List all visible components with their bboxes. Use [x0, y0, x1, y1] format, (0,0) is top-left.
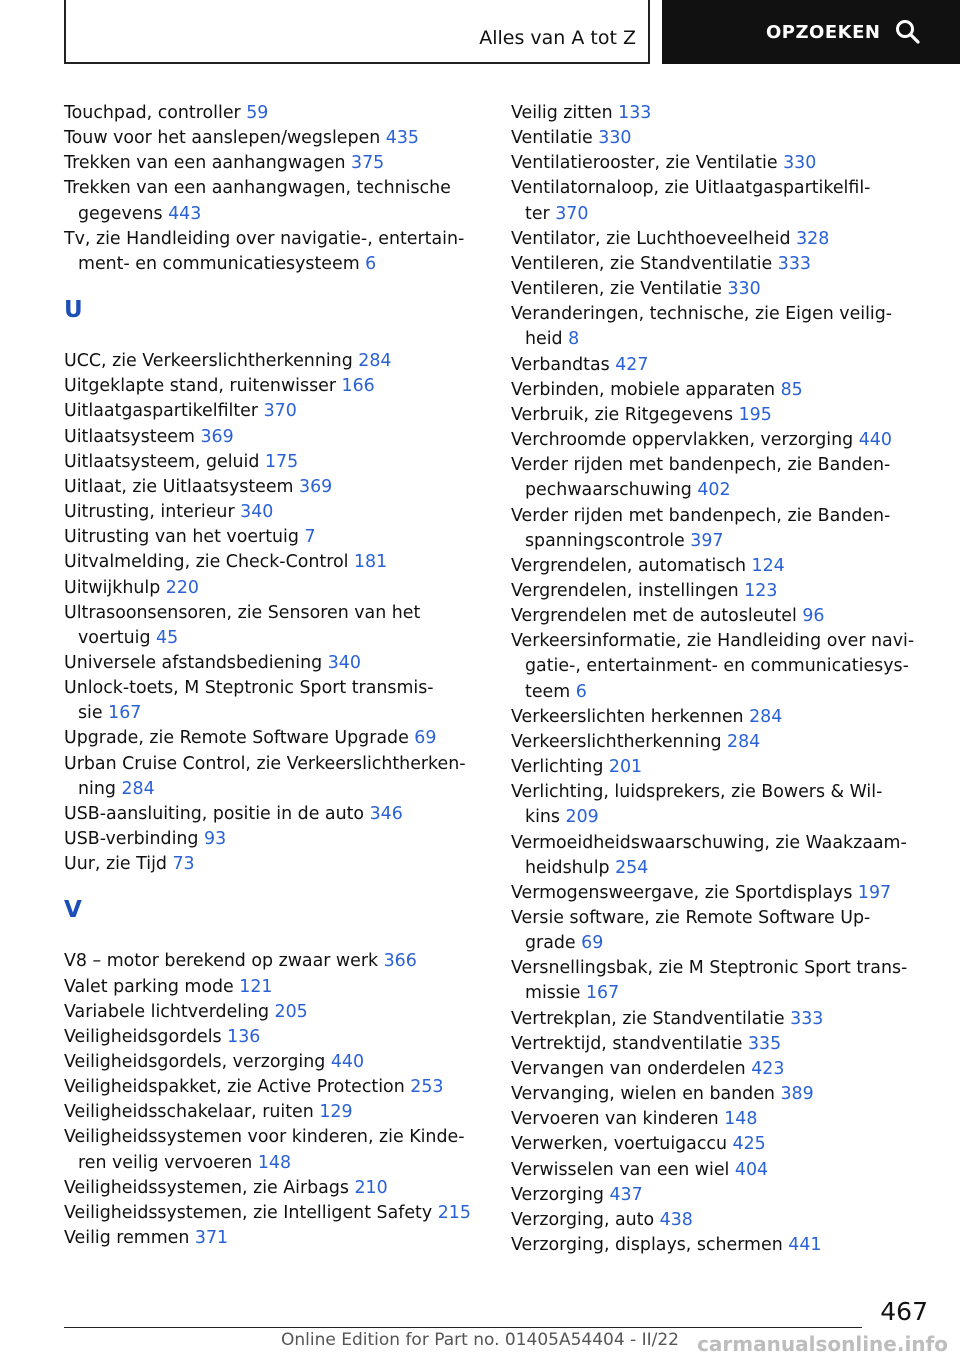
- entry-text: ment- en communicatiesysteem: [78, 253, 366, 274]
- page-link[interactable]: 69: [581, 933, 604, 954]
- entry-text: Verlichting, luidsprekers, zie Bowers & Wil-: [511, 782, 883, 803]
- page-link[interactable]: 201: [608, 757, 643, 778]
- page-link[interactable]: 443: [168, 203, 202, 224]
- entry-text: Vergrendelen met de autosleutel: [511, 606, 803, 627]
- page-link[interactable]: 402: [697, 480, 731, 501]
- entry-text: Vermogensweergave, zie Sportdisplays: [511, 882, 858, 903]
- index-entry: [511, 1132, 931, 1157]
- page-link[interactable]: 93: [204, 829, 227, 850]
- index-entry: [511, 1183, 931, 1208]
- page-link[interactable]: 427: [615, 354, 649, 375]
- page-link[interactable]: 284: [121, 778, 155, 799]
- entry-text: Uitlaatsysteem, geluid: [64, 451, 265, 472]
- page-link[interactable]: 148: [724, 1109, 758, 1130]
- index-column-right: [511, 101, 931, 1258]
- page-number: 467: [880, 1297, 928, 1326]
- index-entry: [511, 579, 931, 604]
- index-entry: [64, 176, 494, 226]
- page-link[interactable]: 284: [749, 706, 783, 727]
- entry-text: Uitrusting, interieur: [64, 502, 241, 523]
- page-link[interactable]: 210: [354, 1177, 388, 1198]
- page-link[interactable]: 215: [437, 1202, 471, 1223]
- index-entry: [511, 353, 931, 378]
- entry-text: Verbruik, zie Ritgegevens: [511, 404, 739, 425]
- search-button[interactable]: [662, 0, 960, 64]
- entry-text: Vermoeidheidswaarschuwing, zie Waakzaam-: [511, 832, 907, 853]
- page-link[interactable]: 340: [240, 502, 274, 523]
- entry-text: ter: [525, 203, 556, 224]
- page-link[interactable]: 73: [172, 854, 195, 875]
- page-link[interactable]: 330: [727, 279, 761, 300]
- index-entry: [64, 151, 494, 176]
- entry-text: Veiligheidssystemen voor kinderen, zie Kinde-: [64, 1127, 465, 1148]
- page-header: [0, 0, 960, 66]
- entry-text: USB-verbinding: [64, 829, 204, 850]
- entry-text: gatie-, entertainment- en communicatiesys-: [525, 656, 909, 677]
- index-entry: [64, 827, 494, 852]
- section-title: Alles van A tot Z: [479, 27, 636, 49]
- page-link[interactable]: 69: [414, 728, 437, 749]
- entry-text: Verwisselen van een wiel: [511, 1159, 735, 1180]
- index-entry: [511, 705, 931, 730]
- index-entry: [64, 676, 494, 726]
- entry-text: Universele afstandsbediening: [64, 652, 328, 673]
- entry-text: Vertrektijd, standventilatie: [511, 1033, 748, 1054]
- entry-text: Verkeerslichten herkennen: [511, 706, 750, 727]
- page-link[interactable]: 6: [365, 253, 377, 274]
- page-link[interactable]: 205: [274, 1001, 308, 1022]
- index-entry: [511, 956, 931, 1006]
- entry-text: Uitgeklapte stand, ruitenwisser: [64, 376, 342, 397]
- entry-text: Veiligheidsgordels: [64, 1026, 228, 1047]
- page-link[interactable]: 335: [747, 1033, 782, 1054]
- index-entry: [511, 881, 931, 906]
- index-entry: [64, 1125, 494, 1175]
- entry-text: teem: [525, 681, 576, 702]
- index-entry: [64, 126, 494, 151]
- entry-text: UCC, zie Verkeerslichtherkenning: [64, 351, 359, 372]
- index-entry: [64, 101, 494, 126]
- entry-text: Verder rijden met bandenpech, zie Banden-: [511, 505, 891, 526]
- index-entry: [511, 1233, 931, 1258]
- page-link[interactable]: 284: [727, 731, 761, 752]
- index-entry: [511, 1007, 931, 1032]
- entry-text: Versnellingsbak, zie M Steptronic Sport trans-: [511, 958, 908, 979]
- index-entry: [64, 475, 494, 500]
- page-link[interactable]: 197: [857, 882, 892, 903]
- page-link[interactable]: 328: [796, 228, 830, 249]
- index-entry: [64, 1050, 494, 1075]
- index-entry: [64, 227, 494, 277]
- index-entry: [64, 802, 494, 827]
- page-link[interactable]: 369: [200, 426, 234, 447]
- index-entry: [511, 906, 931, 956]
- entry-text: kins: [525, 807, 566, 828]
- index-entry: [64, 1226, 494, 1251]
- entry-text: Ventilator, zie Luchthoeveelheid: [511, 228, 797, 249]
- entry-text: Veiligheidsgordels, verzorging: [64, 1052, 331, 1072]
- index-entry: [511, 730, 931, 755]
- page-link[interactable]: 340: [327, 652, 361, 673]
- index-entry: [511, 1208, 931, 1233]
- page-link[interactable]: 397: [690, 530, 724, 551]
- entry-text: Upgrade, zie Remote Software Upgrade: [64, 728, 415, 749]
- index-entry: [64, 425, 494, 450]
- entry-text: Versie software, zie Remote Software Up-: [511, 908, 871, 928]
- entry-text: ren veilig vervoeren: [78, 1152, 258, 1173]
- page-link[interactable]: 85: [780, 379, 803, 400]
- footer-divider: [64, 1327, 862, 1328]
- entry-text: Verbinden, mobiele apparaten: [511, 379, 781, 400]
- entry-text: Vergrendelen, instellingen: [511, 580, 745, 601]
- page-link[interactable]: 284: [358, 351, 392, 372]
- entry-text: Uur, zie Tijd: [64, 854, 173, 875]
- page-link[interactable]: 253: [410, 1077, 444, 1098]
- index-entry: [511, 252, 931, 277]
- entry-text: Ventileren, zie Standventilatie: [511, 253, 778, 274]
- entry-text: V8 – motor berekend op zwaar werk: [64, 951, 384, 972]
- index-entry: [64, 651, 494, 676]
- entry-text: Trekken van een aanhangwagen, technische: [64, 178, 451, 199]
- entry-text: Vertrekplan, zie Standventilatie: [511, 1008, 791, 1029]
- index-entry: [511, 1107, 931, 1132]
- index-entry: [64, 975, 494, 1000]
- page-link[interactable]: 370: [263, 401, 297, 422]
- entry-text: Uitrusting van het voertuig: [64, 527, 305, 548]
- entry-text: Verwerken, voertuigaccu: [511, 1134, 733, 1155]
- index-letter-heading: U: [64, 297, 83, 324]
- index-entry: [511, 504, 931, 554]
- index-column-left: [64, 101, 494, 1251]
- page-link[interactable]: 129: [319, 1102, 353, 1123]
- page-link[interactable]: 123: [744, 580, 778, 601]
- entry-text: Verkeerslichtherkenning: [511, 731, 728, 752]
- entry-text: Ventilatornaloop, zie Uitlaatgaspartikelfil-: [511, 178, 871, 199]
- page-link[interactable]: 124: [751, 555, 785, 576]
- entry-text: Verder rijden met bandenpech, zie Banden-: [511, 455, 891, 476]
- page-link[interactable]: 167: [585, 983, 620, 1004]
- index-entry: [511, 755, 931, 780]
- index-entry: [64, 1176, 494, 1201]
- index-entry: [64, 1201, 494, 1226]
- page-link[interactable]: 369: [299, 476, 333, 497]
- page-link[interactable]: 195: [738, 404, 772, 425]
- page-link[interactable]: 166: [341, 376, 375, 397]
- watermark: carmanualsonline.info: [697, 1332, 948, 1356]
- page-link[interactable]: 330: [783, 153, 817, 174]
- page-link[interactable]: 438: [659, 1209, 693, 1230]
- entry-text: Veilig zitten: [511, 103, 619, 123]
- index-entry: [64, 852, 494, 877]
- page-link[interactable]: 366: [383, 951, 417, 972]
- page-link[interactable]: 389: [780, 1084, 814, 1105]
- entry-text: Ultrasoonsensoren, zie Sensoren van het: [64, 602, 421, 623]
- entry-text: Verzorging: [511, 1184, 610, 1205]
- index-entry: [511, 1057, 931, 1082]
- page-link[interactable]: 59: [246, 103, 269, 123]
- entry-text: heid: [525, 329, 569, 350]
- entry-text: Verzorging, auto: [511, 1209, 660, 1230]
- entry-text: Trekken van een aanhangwagen: [64, 153, 351, 174]
- entry-text: Veiligheidssystemen, zie Intelligent Safety: [64, 1202, 438, 1223]
- page-link[interactable]: 370: [555, 203, 589, 224]
- page-link[interactable]: 167: [108, 703, 142, 724]
- page-link[interactable]: 404: [734, 1159, 769, 1180]
- entry-text: Ventileren, zie Ventilatie: [511, 279, 728, 300]
- page-link[interactable]: 333: [790, 1008, 824, 1029]
- index-entry: [511, 629, 931, 704]
- page-link[interactable]: 45: [156, 627, 179, 648]
- page-link[interactable]: 441: [788, 1235, 822, 1256]
- page-link[interactable]: 425: [732, 1134, 766, 1155]
- entry-text: Verbandtas: [511, 354, 616, 375]
- index-entry: [511, 101, 931, 126]
- page-link[interactable]: 375: [351, 153, 385, 174]
- page-link[interactable]: 7: [304, 527, 316, 548]
- page-link[interactable]: 254: [615, 857, 649, 878]
- entry-text: Verzorging, displays, schermen: [511, 1235, 789, 1256]
- index-entry: [511, 302, 931, 352]
- entry-text: grade: [525, 933, 582, 954]
- entry-text: sie: [78, 703, 109, 724]
- index-entry: [64, 576, 494, 601]
- entry-text: Uitvalmelding, zie Check-Control: [64, 552, 354, 573]
- index-entry: [64, 1100, 494, 1125]
- section-title-box: [64, 0, 650, 64]
- index-entry: [64, 550, 494, 575]
- search-icon: [894, 18, 922, 46]
- index-entry: [64, 349, 494, 374]
- page-link[interactable]: 136: [227, 1026, 261, 1047]
- entry-text: Verkeersinformatie, zie Handleiding over navi-: [511, 631, 915, 652]
- page-link[interactable]: 6: [575, 681, 587, 702]
- page-link[interactable]: 371: [194, 1228, 229, 1249]
- entry-text: Verlichting: [511, 757, 609, 778]
- entry-text: Veiligheidssystemen, zie Airbags: [64, 1177, 355, 1198]
- page-link[interactable]: 175: [264, 451, 299, 472]
- index-entry: [511, 1158, 931, 1183]
- entry-text: Ventilatie: [511, 128, 599, 149]
- page-link[interactable]: 121: [239, 976, 273, 997]
- index-entry: [64, 949, 494, 974]
- index-entry: [511, 453, 931, 503]
- entry-text: Uitwijkhulp: [64, 577, 166, 598]
- index-entry: [64, 601, 494, 651]
- index-entry: [64, 500, 494, 525]
- entry-text: pechwaarschuwing: [525, 480, 698, 501]
- entry-text: missie: [525, 983, 586, 1004]
- page-link[interactable]: 148: [257, 1152, 292, 1173]
- index-entry: [511, 378, 931, 403]
- entry-text: Vervangen van onderdelen: [511, 1058, 752, 1079]
- index-entry: [511, 831, 931, 881]
- index-entry: [64, 450, 494, 475]
- page-link[interactable]: 423: [751, 1058, 785, 1079]
- index-letter-heading: V: [64, 897, 82, 924]
- entry-text: heidshulp: [525, 857, 616, 878]
- search-label: OPZOEKEN: [766, 21, 881, 43]
- entry-text: Urban Cruise Control, zie Verkeerslichtherken-: [64, 753, 466, 774]
- entry-text: voertuig: [78, 627, 157, 648]
- entry-text: Vergrendelen, automatisch: [511, 555, 752, 576]
- entry-text: Vervoeren van kinderen: [511, 1109, 725, 1130]
- entry-text: gegevens: [78, 203, 169, 224]
- index-entry: [511, 227, 931, 252]
- entry-text: Valet parking mode: [64, 976, 240, 997]
- page-link[interactable]: 181: [353, 552, 388, 573]
- edition-text: Online Edition for Part no. 01405A54404 - II/22: [280, 1330, 679, 1350]
- index-entry: [511, 554, 931, 579]
- page-link[interactable]: 440: [858, 430, 892, 451]
- page-link[interactable]: 435: [385, 128, 419, 149]
- entry-text: Veranderingen, technische, zie Eigen veilig-: [511, 304, 893, 325]
- entry-text: Veilig remmen: [64, 1228, 195, 1249]
- index-entry: [511, 277, 931, 302]
- index-entry: [511, 151, 931, 176]
- entry-text: Ventilatierooster, zie Ventilatie: [511, 153, 784, 174]
- entry-text: ning: [78, 778, 122, 799]
- entry-text: Variabele lichtverdeling: [64, 1001, 275, 1022]
- index-entry: [64, 525, 494, 550]
- entry-text: Tv, zie Handleiding over navigatie-, entertain-: [64, 228, 465, 249]
- index-entry: [64, 1000, 494, 1025]
- page-link[interactable]: 330: [598, 128, 632, 149]
- entry-text: Vervanging, wielen en banden: [511, 1084, 781, 1105]
- entry-text: Veiligheidspakket, zie Active Protection: [64, 1077, 411, 1098]
- index-entry: [511, 780, 931, 830]
- index-entry: [64, 374, 494, 399]
- index-entry: [511, 428, 931, 453]
- index-entry: [64, 726, 494, 751]
- index-entry: [511, 1082, 931, 1107]
- page-link[interactable]: 96: [802, 606, 825, 627]
- entry-text: Uitlaatsysteem: [64, 426, 201, 447]
- entry-text: USB-aansluiting, positie in de auto: [64, 803, 370, 824]
- page-link[interactable]: 333: [777, 253, 811, 274]
- entry-text: spanningscontrole: [525, 530, 691, 551]
- index-entry: [64, 1025, 494, 1050]
- entry-text: Uitlaat, zie Uitlaatsysteem: [64, 476, 300, 497]
- entry-text: Verchroomde oppervlakken, verzorging: [511, 430, 859, 451]
- entry-text: Unlock-toets, M Steptronic Sport transmis-: [64, 678, 434, 699]
- index-entry: [511, 176, 931, 226]
- page-link[interactable]: 437: [609, 1184, 643, 1205]
- index-entry: [511, 604, 931, 629]
- index-entry: [64, 752, 494, 802]
- page-link[interactable]: 220: [165, 577, 199, 598]
- page-link[interactable]: 440: [330, 1052, 365, 1072]
- index-entry: [64, 1075, 494, 1100]
- index-entry: [511, 126, 931, 151]
- page-link[interactable]: 346: [369, 803, 403, 824]
- entry-text: Uitlaatgaspartikelfilter: [64, 401, 264, 422]
- index-entry: [64, 399, 494, 424]
- page-link[interactable]: 133: [618, 103, 652, 123]
- index-entry: [511, 403, 931, 428]
- page-link[interactable]: 8: [568, 329, 580, 350]
- entry-text: Touchpad, controller: [64, 103, 247, 123]
- entry-text: Veiligheidsschakelaar, ruiten: [64, 1102, 320, 1123]
- index-entry: [511, 1032, 931, 1057]
- entry-text: Touw voor het aanslepen/wegslepen: [64, 128, 386, 149]
- page-link[interactable]: 209: [565, 807, 599, 828]
